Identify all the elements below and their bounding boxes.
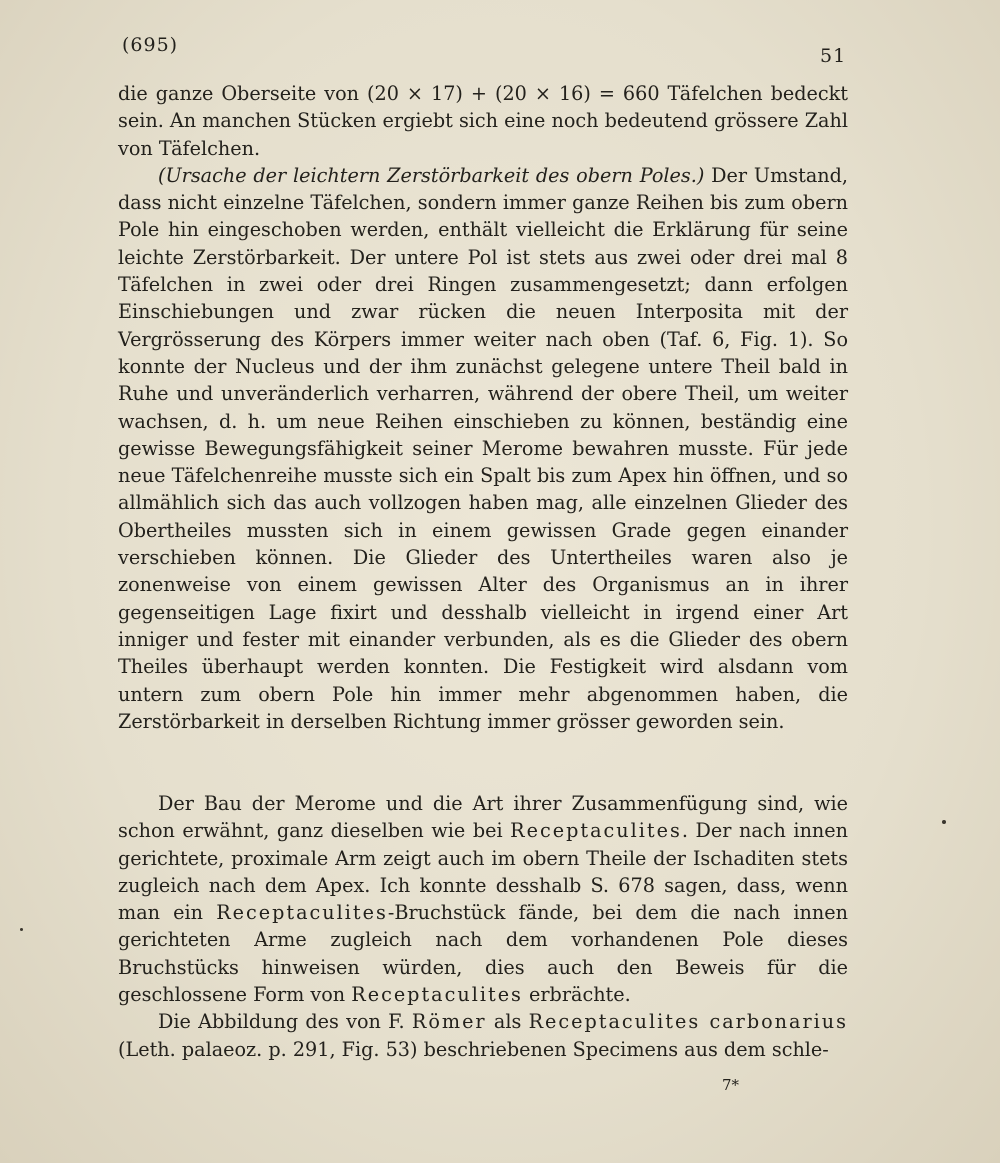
- paper-speck: [20, 928, 23, 931]
- author-name: Römer: [411, 1010, 487, 1034]
- species-name: Receptaculites carbonarius: [528, 1010, 848, 1034]
- paper-speck: [942, 820, 946, 824]
- original-page-number: (695): [122, 34, 179, 56]
- paragraph-4: [118, 1008, 848, 1063]
- paragraph-4-text: als: [486, 1010, 529, 1034]
- paragraph-3-text: Der Bau der Merome und die Art ihrer Zusammenfügung sind, wie schon erwähnt, ganz dieselben wie bei: [118, 792, 848, 843]
- paragraph-3-text: -Bruchstück fände, bei dem die nach innen gerichteten Arme zugleich nach dem vorhandenen Pole dieses Bruchstücks hinweisen würden, dies auch den Beweis für die geschlossene Form von: [118, 901, 848, 1007]
- paragraph-3-text: . Der nach innen gerichtete, proximale Arm zeigt auch im obern Theile der Ischaditen stets zugleich nach dem Apex. Ich konnte desshalb S. 678 sagen, dass, wenn man ein: [118, 819, 848, 925]
- paragraph-3-text: erbrächte.: [522, 983, 631, 1007]
- paragraph-3: [118, 790, 848, 1008]
- paragraph-4-text: Die Abbildung des von F.: [158, 1010, 412, 1034]
- paragraph-1: die ganze Oberseite von (20 × 17) + (20 × 16) = 660 Täfelchen bedeckt sein. An manchen Stücken ergiebt sich eine noch bedeutend grössere Zahl von Täfelchen.: [118, 82, 848, 160]
- section-heading: (Ursache der leichtern Zerstörbarkeit des obern Poles.): [158, 163, 705, 187]
- genus-name: Receptaculites: [510, 819, 682, 843]
- signature-mark: 7*: [722, 1076, 740, 1094]
- genus-name: Receptaculites: [351, 983, 523, 1007]
- text-block-lower: [118, 790, 848, 1063]
- text-block-upper: [118, 80, 848, 735]
- paragraph-2-body: Der Umstand, dass nicht einzelne Täfelchen, sondern immer ganze Reihen bis zum obern Pole hin eingeschoben werden, enthält vielleicht die Erklärung für seine leichte Zerstörbarkeit. Der untere Pol ist stets aus zwei oder drei mal 8 Täfelchen in zwei oder drei Ringen zusammengesetzt; dann erfolgen Einschiebungen und zwar rücken die neuen Interposita mit der Vergrösserung des Körpers immer weiter nach oben (Taf. 6, Fig. 1). So konnte der Nucleus und der ihm zunächst gelegene untere Theil bald in Ruhe und unveränderlich verharren, während der obere Theil, um weiter wachsen, d. h. um neue Reihen einschieben zu können, beständig eine gewisse Bewegungsfähigkeit seiner Merome bewahren musste. Für jede neue Täfelchenreihe musste sich ein Spalt bis zum Apex hin öffnen, und so allmählich sich das auch vollzogen haben mag, alle einzelnen Glieder des Obertheiles mussten sich in einem gewissen Grade gegen einander verschieben können. Die Glieder des Untertheiles waren also je zonenweise von einem gewissen Alter des Organismus an in ihrer gegenseitigen Lage fixirt und desshalb vielleicht in irgend einer Art inniger und fester mit einander verbunden, als es die Glieder des obern Theiles überhaupt werden konnten. Die Festigkeit wird alsdann vom untern zum obern Pole hin immer mehr abgenommen haben, die Zerstörbarkeit in derselben Richtung immer grösser geworden sein.: [118, 163, 849, 733]
- page-number: 51: [820, 45, 847, 67]
- genus-name: Receptaculites: [216, 901, 388, 925]
- paragraph-2: [118, 162, 848, 735]
- paragraph-4-text: (Leth. palaeoz. p. 291, Fig. 53) beschriebenen Specimens aus dem schle-: [118, 1037, 829, 1061]
